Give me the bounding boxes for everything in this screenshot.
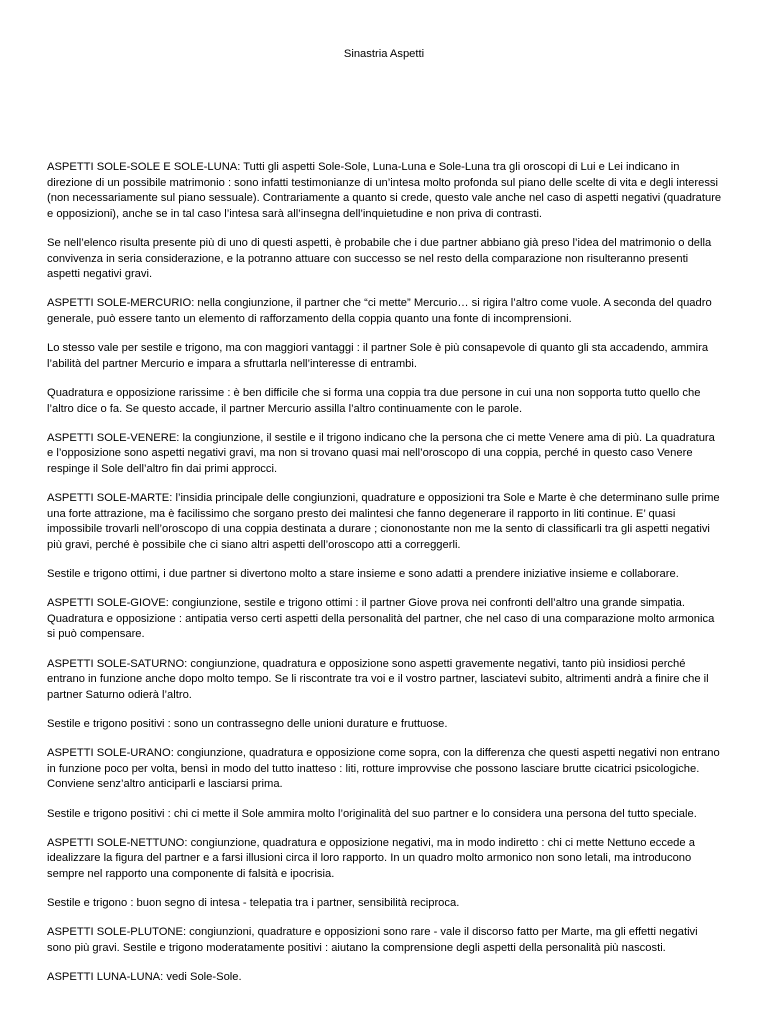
paragraph-sole-mercurio-sestile: Lo stesso vale per sestile e trigono, ma con maggiori vantaggi : il partner Sole è più consapevole di quanto gli sta accadendo, ammira l’abilità del partner Mercurio e impara a sfruttarla nell’interesse di entrambi. — [47, 342, 709, 370]
page-title: Sinastria Aspetti — [343, 48, 425, 60]
paragraph-sole-saturno: ASPETTI SOLE-SATURNO: congiunzione, quadratura e opposizione sono aspetti gravemente negativi, tanto più insidiosi perché entrano in funzione anche dopo molto tempo. Se li riscontrate tra voi e il vostro partner, lasciatevi subito, altrimenti andrà a finire che il partner Saturno odierà l’altro. — [47, 657, 709, 701]
paragraph-sole-sole-sole-luna: ASPETTI SOLE-SOLE E SOLE-LUNA: Tutti gli aspetti Sole-Sole, Luna-Luna e Sole-Luna tra gli oroscopi di Lui e Lei indicano in direzione di un possibile matrimonio : sono infatti testimonianze di un’intesa molto profonda sul piano delle scelte di vita e degli interessi (non necessariamente sul piano sessuale). Contrariamente a quanto si crede, questo vale anche nel caso di aspetti negativi (quadrature e opposizioni), anche se in tal caso l’intesa sarà all’insegna dell’inquietudine e non priva di contrasti. — [47, 161, 722, 220]
paragraph-sole-marte-sestile: Sestile e trigono ottimi, i due partner si divertono molto a stare insieme e sono adatti a prendere iniziative insieme e collaborare. — [47, 568, 679, 581]
paragraph-sole-urano: ASPETTI SOLE-URANO: congiunzione, quadratura e opposizione come sopra, con la differenza che questi aspetti negativi non entrano in funzione poco per volta, bensì in modo del tutto inatteso : liti, rotture improvvise che possono lasciare brutte cicatrici psicologiche. Conviene senz’altro anticiparli e lasciarsi prima. — [47, 747, 720, 791]
paragraph-sole-venere: ASPETTI SOLE-VENERE: la congiunzione, il sestile e il trigono indicano che la persona che ci mette Venere ama di più. La quadratura e l’opposizione sono aspetti negativi gravi, ma non si trovano quasi mai nell’oroscopo di una coppia, perché in questo caso Venere respinge il Sole dell’altro fin dai primi approcci. — [47, 431, 715, 475]
paragraph-sole-marte: ASPETTI SOLE-MARTE: l’insidia principale delle congiunzioni, quadrature e opposizioni tra Sole e Marte è che determinano sulle prime una forte attrazione, ma è facilissimo che sorgano presto dei malintesi che fanno degenerare il rapporto in liti continue. E’ quasi impossibile trovarli nell’oroscopo di una coppia destinata a durare ; ciononostante non me la sento di classificarli tra gli aspetti negativi più gravi, perché è possibile che ci siano altri aspetti dell’oroscopo atti a correggerli. — [47, 492, 720, 551]
paragraph-sole-plutone: ASPETTI SOLE-PLUTONE: congiunzioni, quadrature e opposizioni sono rare - vale il discorso fatto per Marte, ma gli effetti negativi sono più gravi. Sestile e trigono moderatamente positivi : aiutano la comprensione degli aspetti della personalità più nascosti. — [47, 926, 698, 954]
document-body — [47, 160, 723, 999]
paragraph-luna-luna: ASPETTI LUNA-LUNA: vedi Sole-Sole. — [47, 971, 242, 984]
paragraph-sole-mercurio-quadratura: Quadratura e opposizione rarissime : è ben difficile che si forma una coppia tra due persone in cui una non sopporta tutto quello che l’altro dice o fa. Se questo accade, il partner Mercurio assilla l’altro continuamente con le parole. — [47, 386, 701, 415]
paragraph-sole-giove: ASPETTI SOLE-GIOVE: congiunzione, sestile e trigono ottimi : il partner Giove prova nei confronti dell’altro una grande simpatia. Quadratura e opposizione : antipatia verso certi aspetti della personalità del partner, che nel caso di una comparazione molto armonica si può compensare. — [47, 597, 715, 641]
paragraph-sole-mercurio: ASPETTI SOLE-MERCURIO: nella congiunzione, il partner che “ci mette” Mercurio… si rigira l’altro come vuole. A seconda del quadro generale, può essere tanto un elemento di rafforzamento della coppia quanto una fonte di incomprensioni. — [47, 297, 712, 325]
paragraph-sole-urano-sestile: Sestile e trigono positivi : chi ci mette il Sole ammira molto l’originalità del suo partner e lo considera una persona del tutto speciale. — [47, 807, 697, 820]
paragraph-matrimonio: Se nell’elenco risulta presente più di uno di questi aspetti, è probabile che i due partner abbiano già preso l’idea del matrimonio o della convivenza in seria considerazione, e la potranno attuare con successo se nel resto della comparazione non risulteranno presenti aspetti negativi gravi. — [47, 236, 712, 281]
paragraph-sole-nettuno: ASPETTI SOLE-NETTUNO: congiunzione, quadratura e opposizione negativi, ma in modo indiretto : chi ci mette Nettuno eccede a idealizzare la figura del partner e a farsi illusioni circa il loro rapporto. In un quadro molto armonico non sono letali, ma introducono sempre nel rapporto una componente di falsità e ipocrisia. — [47, 836, 695, 880]
paragraph-sole-nettuno-sestile: Sestile e trigono : buon segno di intesa - telepatia tra i partner, sensibilità reciproca. — [47, 897, 460, 910]
paragraph-sole-saturno-sestile: Sestile e trigono positivi : sono un contrassegno delle unioni durature e fruttuose. — [47, 717, 448, 730]
